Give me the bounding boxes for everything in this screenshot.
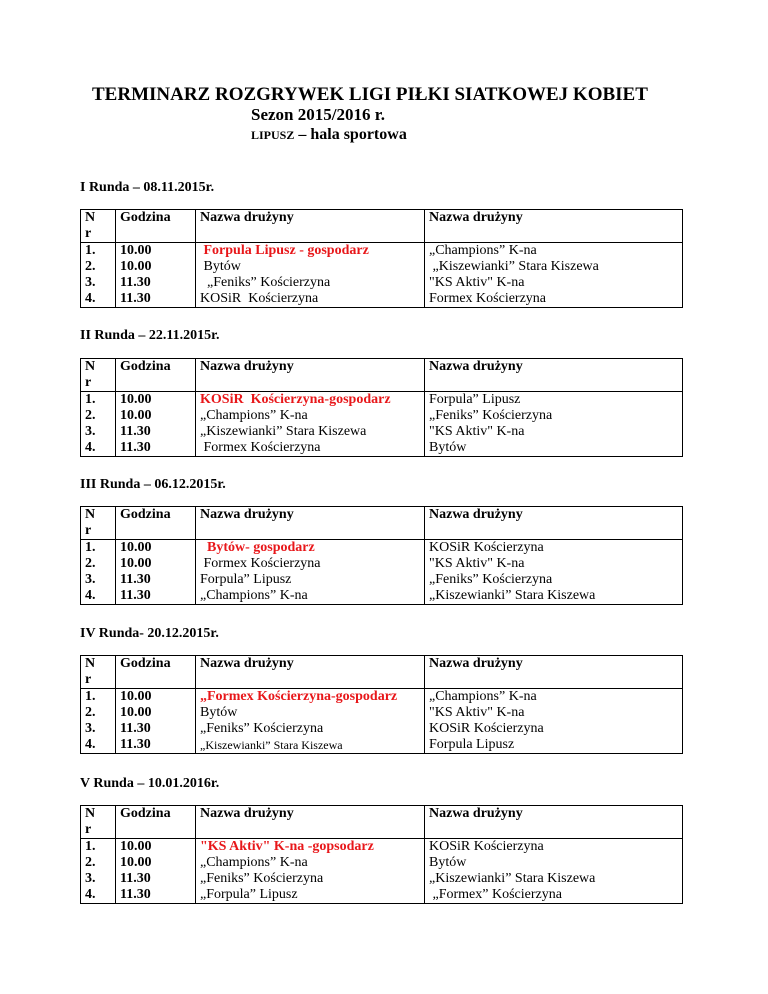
venue-label xyxy=(251,126,407,144)
match-number: 2. xyxy=(85,259,96,274)
match-team2: Formex Kościerzyna xyxy=(429,291,547,306)
match-team2: „Champions” K-na xyxy=(429,689,537,704)
match-team1: „Feniks” Kościerzyna xyxy=(200,721,324,736)
header-nr-line1: N xyxy=(85,210,96,225)
match-number: 4. xyxy=(85,440,96,455)
header-time xyxy=(116,656,196,689)
season-label: Sezon 2015/2016 r. xyxy=(251,105,385,124)
match-team2: „Kiszewianki” Stara Kiszewa xyxy=(429,588,596,603)
match-number: 4. xyxy=(85,291,96,306)
header-team1-label: Nazwa drużyny xyxy=(200,210,294,225)
match-number-cell xyxy=(81,540,116,605)
match-team1: Bytów xyxy=(200,705,238,720)
header-team1 xyxy=(196,656,425,689)
header-time-label: Godzina xyxy=(120,210,171,225)
header-team2 xyxy=(425,656,683,689)
match-time: 11.30 xyxy=(120,424,151,439)
header-time xyxy=(116,359,196,392)
match-team2: „Feniks” Kościerzyna xyxy=(429,572,553,587)
header-time-label: Godzina xyxy=(120,507,171,522)
match-time: 10.00 xyxy=(120,392,152,407)
match-team1: "KS Aktiv" K-na -gopsodarz xyxy=(200,839,374,854)
header-team2-label: Nazwa drużyny xyxy=(429,806,523,821)
round-title: I Runda – 08.11.2015r. xyxy=(80,180,215,195)
match-team1: „Feniks” Kościerzyna xyxy=(200,275,331,290)
match-team2-cell xyxy=(425,540,683,605)
match-time-cell xyxy=(116,540,196,605)
match-team1: KOSiR Kościerzyna-gospodarz xyxy=(200,392,391,407)
schedule-table xyxy=(80,506,683,605)
header-row xyxy=(81,507,683,540)
header-time xyxy=(116,806,196,839)
match-team1: „Kiszewianki” Stara Kiszewa xyxy=(200,738,343,752)
match-team2: KOSiR Kościerzyna xyxy=(429,540,544,555)
header-team2 xyxy=(425,806,683,839)
header-team1-label: Nazwa drużyny xyxy=(200,507,294,522)
match-team1: Forpula Lipusz - gospodarz xyxy=(200,243,369,258)
match-team2: Bytów xyxy=(429,440,467,455)
header-time-label: Godzina xyxy=(120,359,171,374)
match-team1: Formex Kościerzyna xyxy=(200,556,321,571)
header-team1 xyxy=(196,806,425,839)
match-team2-cell xyxy=(425,243,683,308)
header-nr xyxy=(81,210,116,243)
match-team1-cell xyxy=(196,540,425,605)
match-team2: "KS Aktiv" K-na xyxy=(429,705,525,720)
match-time: 11.30 xyxy=(120,275,151,290)
match-number: 4. xyxy=(85,887,96,902)
matches-row xyxy=(81,243,683,308)
round-title: IV Runda- 20.12.2015r. xyxy=(80,626,219,641)
header-time xyxy=(116,507,196,540)
match-team2: "KS Aktiv" K-na xyxy=(429,275,525,290)
header-row xyxy=(81,656,683,689)
match-team1: „Kiszewianki” Stara Kiszewa xyxy=(200,424,367,439)
header-team1 xyxy=(196,359,425,392)
match-team1: „Champions” K-na xyxy=(200,588,308,603)
match-time: 10.00 xyxy=(120,689,152,704)
match-number: 1. xyxy=(85,689,96,704)
match-time: 11.30 xyxy=(120,721,151,736)
header-row xyxy=(81,359,683,392)
match-time: 10.00 xyxy=(120,705,152,720)
match-time: 10.00 xyxy=(120,243,152,258)
venue-town: LIPUSZ xyxy=(251,128,295,142)
match-team2-cell xyxy=(425,392,683,457)
match-time: 11.30 xyxy=(120,440,151,455)
match-time: 10.00 xyxy=(120,556,152,571)
header-nr-line1: N xyxy=(85,806,96,821)
header-team1 xyxy=(196,507,425,540)
match-time: 10.00 xyxy=(120,408,152,423)
header-team1-label: Nazwa drużyny xyxy=(200,656,294,671)
match-team1: Forpula” Lipusz xyxy=(200,572,292,587)
round-title: III Runda – 06.12.2015r. xyxy=(80,477,226,492)
header-nr-line2: r xyxy=(85,226,92,241)
match-number: 2. xyxy=(85,408,96,423)
match-team2: „Champions” K-na xyxy=(429,243,537,258)
match-team2: "KS Aktiv" K-na xyxy=(429,556,525,571)
match-time: 10.00 xyxy=(120,839,152,854)
match-time: 11.30 xyxy=(120,887,151,902)
header-nr xyxy=(81,656,116,689)
header-time xyxy=(116,210,196,243)
match-team2: Bytów xyxy=(429,855,467,870)
match-time: 10.00 xyxy=(120,540,152,555)
match-number: 1. xyxy=(85,243,96,258)
header-nr-line1: N xyxy=(85,507,96,522)
match-team1: KOSiR Kościerzyna xyxy=(200,291,319,306)
header-nr-line2: r xyxy=(85,375,92,390)
match-time: 11.30 xyxy=(120,871,151,886)
page-title: TERMINARZ ROZGRYWEK LIGI PIŁKI SIATKOWEJ KOBIET xyxy=(92,84,648,105)
header-nr-line1: N xyxy=(85,656,96,671)
match-team1: „Champions” K-na xyxy=(200,855,308,870)
match-number: 3. xyxy=(85,275,96,290)
schedule-table xyxy=(80,358,683,457)
match-team1: „Formex Kościerzyna-gospodarz xyxy=(200,689,398,704)
matches-row xyxy=(81,839,683,904)
match-team2: „Feniks” Kościerzyna xyxy=(429,408,553,423)
header-row xyxy=(81,210,683,243)
match-number-cell xyxy=(81,243,116,308)
match-team1-cell xyxy=(196,689,425,754)
match-number: 1. xyxy=(85,392,96,407)
match-team2: Forpula Lipusz xyxy=(429,737,515,752)
matches-row xyxy=(81,540,683,605)
match-time: 10.00 xyxy=(120,855,152,870)
match-time-cell xyxy=(116,392,196,457)
match-team1: Formex Kościerzyna xyxy=(200,440,321,455)
match-number: 3. xyxy=(85,424,96,439)
match-team1-cell xyxy=(196,243,425,308)
match-time-cell xyxy=(116,839,196,904)
match-number: 3. xyxy=(85,572,96,587)
match-number: 1. xyxy=(85,839,96,854)
match-number: 2. xyxy=(85,705,96,720)
header-nr-line2: r xyxy=(85,523,92,538)
match-number-cell xyxy=(81,392,116,457)
header-team1-label: Nazwa drużyny xyxy=(200,806,294,821)
header-team2 xyxy=(425,210,683,243)
header-team1 xyxy=(196,210,425,243)
match-team1: „Feniks” Kościerzyna xyxy=(200,871,324,886)
matches-row xyxy=(81,392,683,457)
schedule-table xyxy=(80,655,683,754)
header-row xyxy=(81,806,683,839)
header-nr xyxy=(81,507,116,540)
header-team2-label: Nazwa drużyny xyxy=(429,507,523,522)
match-team2: KOSiR Kościerzyna xyxy=(429,721,544,736)
matches-row xyxy=(81,689,683,754)
match-team2: „Kiszewianki” Stara Kiszewa xyxy=(429,871,596,886)
match-team2: KOSiR Kościerzyna xyxy=(429,839,544,854)
match-number-cell xyxy=(81,689,116,754)
venue-hall: – hala sportowa xyxy=(294,126,407,143)
match-number: 4. xyxy=(85,588,96,603)
match-number: 3. xyxy=(85,721,96,736)
match-team1: Bytów- gospodarz xyxy=(200,540,315,555)
match-time: 11.30 xyxy=(120,588,151,603)
header-team2-label: Nazwa drużyny xyxy=(429,656,523,671)
header-team2-label: Nazwa drużyny xyxy=(429,210,523,225)
match-time: 11.30 xyxy=(120,572,151,587)
match-time: 10.00 xyxy=(120,259,152,274)
header-nr xyxy=(81,806,116,839)
header-nr-line2: r xyxy=(85,822,92,837)
match-team2-cell xyxy=(425,689,683,754)
header-team2 xyxy=(425,507,683,540)
header-time-label: Godzina xyxy=(120,806,171,821)
match-team1: Bytów xyxy=(200,259,241,274)
round-title: V Runda – 10.01.2016r. xyxy=(80,776,220,791)
match-time-cell xyxy=(116,689,196,754)
match-team2: „Formex” Kościerzyna xyxy=(429,887,562,902)
header-team2-label: Nazwa drużyny xyxy=(429,359,523,374)
header-time-label: Godzina xyxy=(120,656,171,671)
match-number: 3. xyxy=(85,871,96,886)
schedule-table xyxy=(80,209,683,308)
header-team1-label: Nazwa drużyny xyxy=(200,359,294,374)
header-team2 xyxy=(425,359,683,392)
match-team2: Forpula” Lipusz xyxy=(429,392,521,407)
match-number: 1. xyxy=(85,540,96,555)
match-team2: "KS Aktiv" K-na xyxy=(429,424,525,439)
header-nr xyxy=(81,359,116,392)
match-team1-cell xyxy=(196,839,425,904)
round-title: II Runda – 22.11.2015r. xyxy=(80,328,220,343)
header-nr-line2: r xyxy=(85,672,92,687)
match-number: 2. xyxy=(85,556,96,571)
match-time: 11.30 xyxy=(120,737,151,752)
match-time: 11.30 xyxy=(120,291,151,306)
match-time-cell xyxy=(116,243,196,308)
match-team2: „Kiszewianki” Stara Kiszewa xyxy=(429,259,599,274)
match-team1: „Forpula” Lipusz xyxy=(200,887,298,902)
match-number-cell xyxy=(81,839,116,904)
match-team1: „Champions” K-na xyxy=(200,408,308,423)
match-team1-cell xyxy=(196,392,425,457)
match-team2-cell xyxy=(425,839,683,904)
schedule-table xyxy=(80,805,683,904)
match-number: 4. xyxy=(85,737,96,752)
match-number: 2. xyxy=(85,855,96,870)
header-nr-line1: N xyxy=(85,359,96,374)
